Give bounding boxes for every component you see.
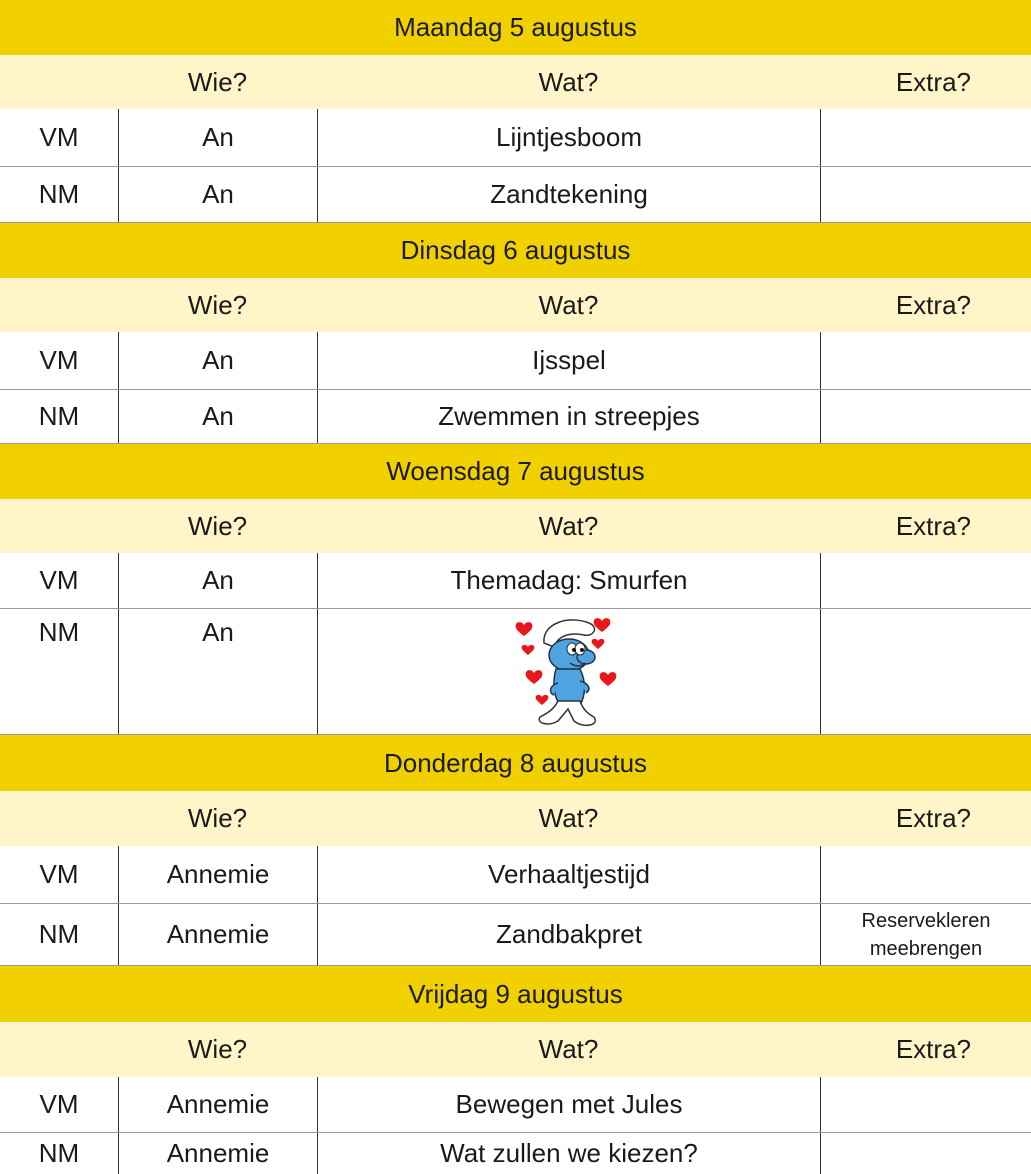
extra-note-line-2: meebrengen <box>869 937 983 960</box>
extra-cell <box>820 332 1031 389</box>
day-title: Donderdag 8 augustus <box>383 747 648 778</box>
what-cell <box>317 609 820 734</box>
extra-header: Extra? <box>895 66 971 97</box>
activity-row <box>0 553 1031 609</box>
who-cell: An <box>118 390 317 443</box>
day-title-wednesday <box>0 444 1031 499</box>
smurf-in-love-image <box>514 613 624 731</box>
extra-cell <box>820 1133 1031 1174</box>
what-cell: Themadag: Smurfen <box>317 553 820 608</box>
slot-header <box>0 499 118 553</box>
slot-cell: VM <box>39 345 79 375</box>
slot-cell: VM <box>39 859 79 889</box>
day-title: Dinsdag 6 augustus <box>400 235 631 265</box>
extra-header: Extra? <box>895 510 971 541</box>
slot-cell: VM <box>39 565 79 595</box>
slot-cell: NM <box>38 617 80 647</box>
activity-row <box>0 109 1031 167</box>
slot-header <box>0 791 118 846</box>
activity-row <box>0 846 1031 904</box>
slot-header <box>0 278 118 332</box>
activity-row <box>0 1133 1031 1174</box>
who-header: Wie? <box>187 510 248 541</box>
day-title: Woensdag 7 augustus <box>386 456 645 486</box>
slot-cell: NM <box>38 1138 80 1168</box>
extra-cell <box>820 846 1031 903</box>
extra-cell <box>820 109 1031 166</box>
who-header: Wie? <box>187 289 248 320</box>
extra-cell <box>820 904 1031 965</box>
what-header: Wat? <box>538 510 599 541</box>
column-header-row <box>0 278 1031 332</box>
day-title-monday <box>0 0 1031 55</box>
column-header-row <box>0 55 1031 109</box>
activity-row <box>0 904 1031 966</box>
activity-row <box>0 167 1031 223</box>
activity-row <box>0 390 1031 444</box>
what-cell: Bewegen met Jules <box>317 1077 820 1132</box>
column-header-row <box>0 791 1031 846</box>
extra-cell <box>820 609 1031 734</box>
who-cell: An <box>118 553 317 608</box>
column-header-row <box>0 499 1031 553</box>
what-cell: Zwemmen in streepjes <box>317 390 820 443</box>
what-cell: Verhaaltjestijd <box>317 846 820 903</box>
who-cell: Annemie <box>118 1133 317 1174</box>
activity-row <box>0 332 1031 390</box>
slot-cell: NM <box>38 919 80 949</box>
who-cell: Annemie <box>118 1077 317 1132</box>
what-cell: Zandtekening <box>317 167 820 222</box>
who-cell: An <box>118 109 317 166</box>
who-header: Wie? <box>187 66 248 97</box>
what-cell: Wat zullen we kiezen? <box>317 1133 820 1174</box>
what-header: Wat? <box>538 66 599 97</box>
extra-header: Extra? <box>895 803 971 833</box>
who-cell: Annemie <box>118 846 317 903</box>
what-cell: Zandbakpret <box>317 904 820 965</box>
slot-cell: VM <box>39 1089 79 1119</box>
who-header: Wie? <box>187 1034 248 1064</box>
slot-header <box>0 1022 118 1077</box>
who-cell: An <box>118 332 317 389</box>
extra-cell <box>820 167 1031 222</box>
extra-header: Extra? <box>895 1034 971 1064</box>
extra-cell <box>820 553 1031 608</box>
what-header: Wat? <box>538 803 599 833</box>
extra-note-line-1: Reservekleren <box>861 909 991 932</box>
slot-header <box>0 55 118 109</box>
slot-cell: VM <box>39 122 79 152</box>
activity-row <box>0 1077 1031 1133</box>
day-title-tuesday <box>0 223 1031 278</box>
slot-cell: NM <box>38 401 80 431</box>
what-header: Wat? <box>538 1034 599 1064</box>
extra-header: Extra? <box>895 289 971 320</box>
column-header-row <box>0 1022 1031 1077</box>
day-title: Maandag 5 augustus <box>394 12 637 42</box>
activity-row <box>0 609 1031 735</box>
day-title-thursday <box>0 735 1031 791</box>
slot-cell: NM <box>38 179 80 209</box>
what-cell: Ijsspel <box>317 332 820 389</box>
what-header: Wat? <box>538 289 599 320</box>
day-title: Vrijdag 9 augustus <box>408 978 623 1009</box>
who-cell: An <box>118 167 317 222</box>
who-cell: An <box>118 609 317 734</box>
who-header: Wie? <box>187 803 248 833</box>
day-title-friday <box>0 966 1031 1022</box>
what-cell: Lijntjesboom <box>317 109 820 166</box>
who-cell: Annemie <box>118 904 317 965</box>
extra-cell <box>820 1077 1031 1132</box>
extra-cell <box>820 390 1031 443</box>
